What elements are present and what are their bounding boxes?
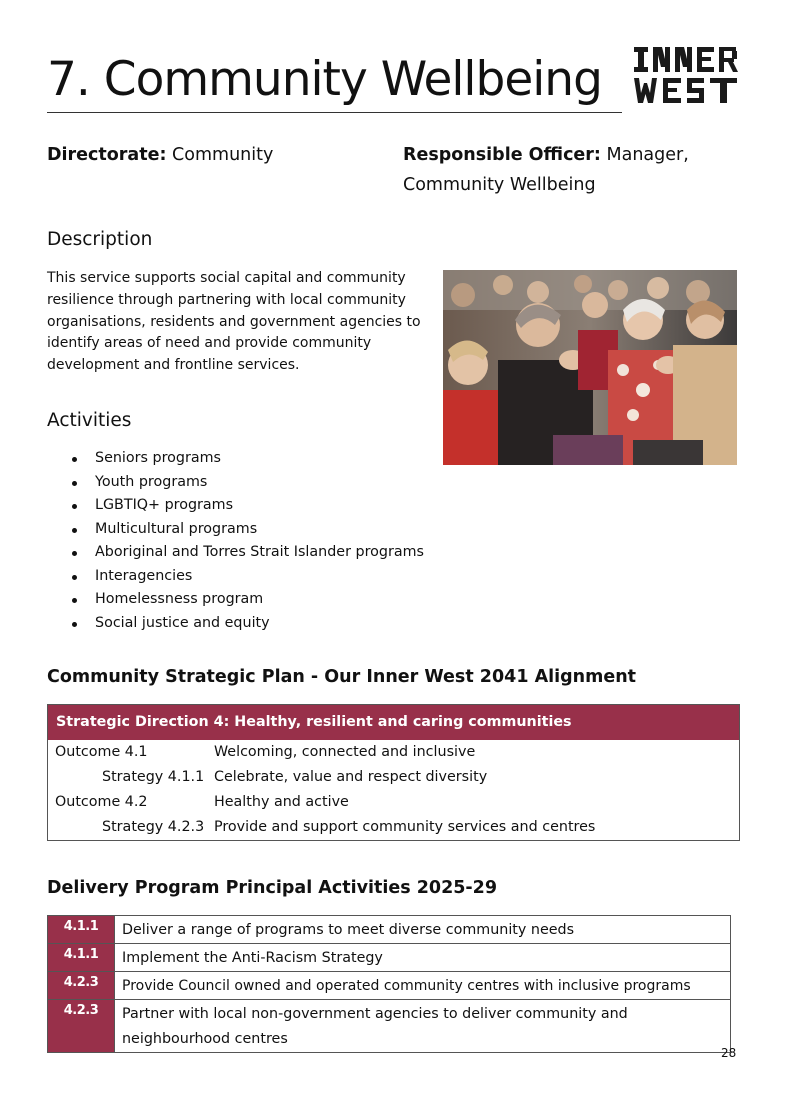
list-item: Seniors programs (70, 447, 424, 471)
table-row (48, 916, 731, 944)
csp-alignment-table (47, 704, 740, 841)
activity-code: 4.2.3 (48, 972, 115, 1000)
inner-west-logo (632, 45, 742, 105)
description-text: This service supports social capital and community resilience through partnering with local community organisations, residents and government agencies to identify areas of need and provide community development and frontline services. (47, 270, 421, 374)
list-item: Multicultural programs (70, 518, 424, 542)
responsible-officer (403, 140, 743, 200)
list-item: Social justice and equity (70, 612, 424, 636)
table-row: Strategy 4.2.3 Provide and support community services and centres (102, 819, 596, 835)
strategic-direction: Strategic Direction 4: Healthy, resilient and caring communities (48, 705, 739, 740)
activity-text: Implement the Anti-Racism Strategy (115, 944, 731, 972)
directorate-value: Community (172, 145, 274, 165)
activity-text: Partner with local non-government agencies to deliver community and neighbourhood centres (115, 1000, 731, 1053)
directorate (47, 140, 377, 170)
activities-list (70, 447, 424, 635)
activity-text: Deliver a range of programs to meet diverse community needs (115, 916, 731, 944)
list-item: Homelessness program (70, 588, 424, 612)
delivery-heading: Delivery Program Principal Activities 2025-29 (47, 878, 498, 898)
delivery-program-table (47, 915, 731, 1053)
list-item: Youth programs (70, 471, 424, 495)
officer-value: Manager, Community Wellbeing (403, 145, 689, 195)
table-row (48, 972, 731, 1000)
title-divider (47, 112, 622, 113)
table-row: Outcome 4.2 Healthy and active (55, 794, 349, 810)
activities-heading: Activities (47, 410, 132, 431)
activity-code: 4.1.1 (48, 916, 115, 944)
list-item: Aboriginal and Torres Strait Islander programs (70, 541, 424, 565)
activity-code: 4.2.3 (48, 1000, 115, 1053)
list-item: Interagencies (70, 565, 424, 589)
description-heading: Description (47, 229, 153, 250)
page-title: 7. Community Wellbeing (47, 52, 602, 107)
directorate-label: Directorate: (47, 145, 167, 165)
table-row (48, 944, 731, 972)
seniors-audience-photo (443, 270, 737, 465)
list-item: LGBTIQ+ programs (70, 494, 424, 518)
table-row: Outcome 4.1 Welcoming, connected and inclusive (55, 744, 476, 760)
activity-text: Provide Council owned and operated community centres with inclusive programs (115, 972, 731, 1000)
table-row: Strategy 4.1.1 Celebrate, value and respect diversity (102, 769, 488, 785)
officer-label: Responsible Officer: (403, 145, 601, 165)
table-row (48, 1000, 731, 1053)
page-number: 28 (721, 1046, 737, 1060)
activity-code: 4.1.1 (48, 944, 115, 972)
csp-heading: Community Strategic Plan - Our Inner West 2041 Alignment (47, 667, 637, 687)
